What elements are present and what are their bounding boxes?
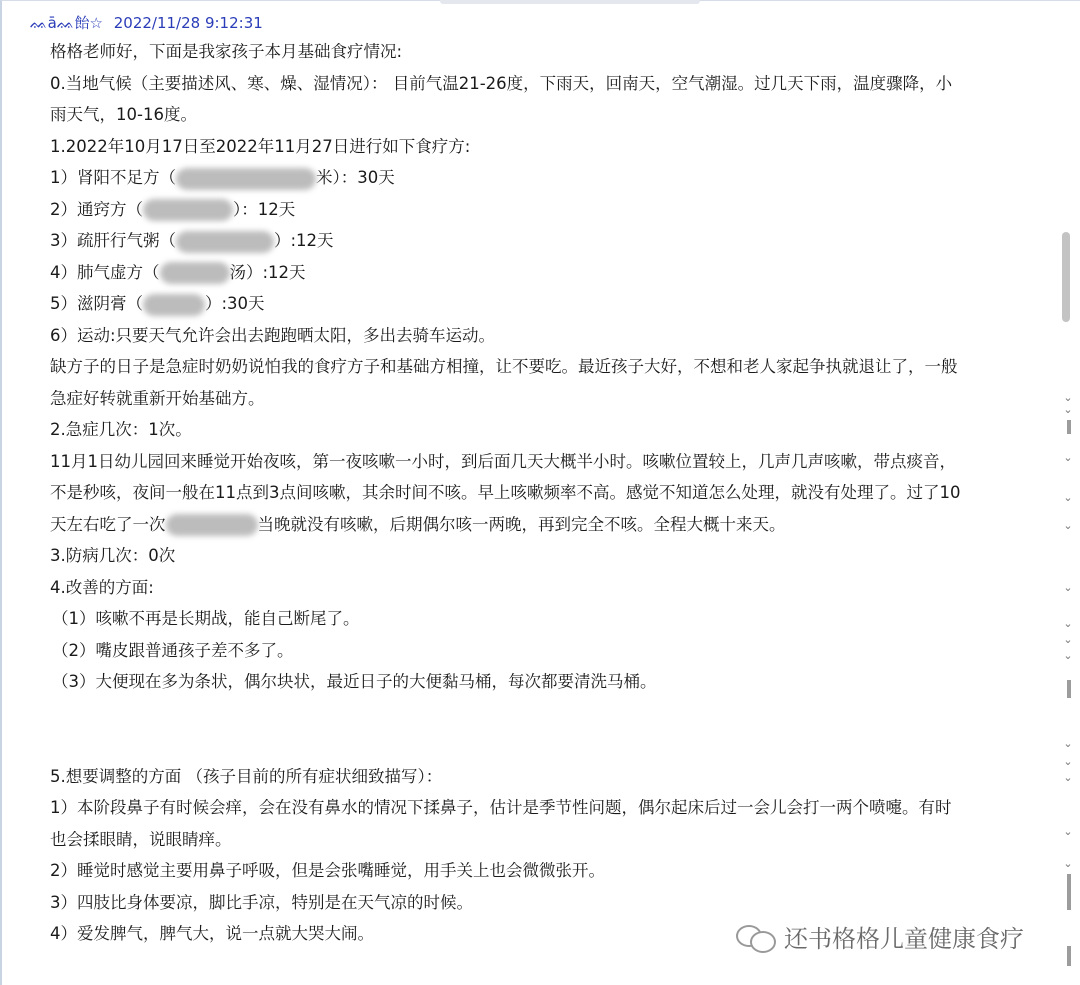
recipe-duration: ）:30天 [205, 294, 265, 313]
window-top-edge [440, 0, 700, 4]
acute-line: 11月1日幼儿园回来睡觉开始夜咳，第一夜咳嗽一小时，到后面几天大概半小时。咳嗽位置较上，几声几声咳嗽，带点痰音， [50, 451, 956, 471]
scroll-tick [1067, 946, 1071, 966]
exercise-line: 6）运动:只要天气允许会出去跑跑晒太阳，多出去骑车运动。 [50, 325, 496, 345]
acute-title: 2.急症几次：1次。 [50, 420, 192, 439]
scroll-marker-icon: ⌄ [1063, 825, 1073, 838]
adjust-item: 4）爱发脾气，脾气大，说一点就大哭大闹。 [50, 924, 374, 943]
scroll-marker-icon: ⌄ [1063, 633, 1073, 646]
recipe-item [50, 288, 1055, 320]
scroll-marker-icon: ⌄ [1063, 391, 1073, 404]
scroll-marker-icon: ⌄ [1063, 581, 1073, 594]
watermark [734, 918, 1024, 954]
recipe-duration: 汤）:12天 [229, 262, 306, 282]
missing-line: 缺方子的日子是急症时奶奶说怕我的食疗方子和基础方相撞，让不要吃。最近孩子大好，不想和老人家起争执就退让了，一般 [50, 357, 958, 376]
scroll-marker-icon: ⌄ [1063, 771, 1073, 784]
redacted-blur [176, 231, 274, 253]
period-line: 1.2022年10月17日至2022年11月27日进行如下食疗方: [50, 136, 471, 156]
blank-space [50, 698, 1055, 761]
adjust-title: 5.想要调整的方面 （孩子目前的所有症状细致描写）： [50, 766, 443, 786]
scroll-tick [1067, 874, 1071, 910]
recipe-label: 2）通窍方（ [50, 199, 143, 219]
scroll-tick [1067, 680, 1071, 698]
message-timestamp: 2022/11/28 9:12:31 [113, 14, 263, 32]
climate-line-cont: 雨天气，10-16度。 [50, 105, 197, 124]
message-body [50, 36, 1055, 950]
scroll-marker-icon: ⌄ [1063, 519, 1073, 532]
scroll-marker-icon: ⌄ [1063, 857, 1073, 870]
improve-title: 4.改善的方面: [50, 577, 154, 597]
improvement-item: （3）大便现在多为条状，偶尔块状，最近日子的大便黏马桶，每次都要清洗马桶。 [52, 672, 657, 691]
acute-line-end: 当晚就没有咳嗽，后期偶尔咳一两晚，再到完全不咳。全程大概十来天。 [257, 514, 786, 534]
acute-line: 不是秒咳，夜间一般在11点到3点间咳嗽，其余时间不咳。早上咳嗽频率不高。感觉不知道怎么处理，就没有处理了。过了10 [50, 483, 961, 502]
adjust-item: 2）睡觉时感觉主要用鼻子呼吸，但是会张嘴睡觉，用手关上也会微微张开。 [50, 861, 605, 880]
scroll-marker-icon: ⌄ [1063, 755, 1073, 768]
recipe-item [50, 194, 1055, 226]
improvement-item: （1）咳嗽不再是长期战，能自己断尾了。 [52, 609, 360, 628]
acute-line [50, 509, 1055, 541]
redacted-blur [143, 199, 233, 221]
recipe-item [50, 257, 1055, 289]
adjust-item-cont: 也会揉眼睛，说眼睛痒。 [50, 829, 232, 849]
recipe-item [50, 225, 1055, 257]
scroll-marker-icon: ⌄ [1063, 403, 1073, 416]
scroll-marker-icon: ⌄ [1063, 451, 1073, 464]
prevention-line: 3.防病几次：0次 [50, 546, 176, 565]
recipe-duration: 米）：30天 [316, 168, 395, 187]
sender-name[interactable]: ᨐāᨐ飴☆ [30, 14, 103, 32]
greeting-line: 格格老师好，下面是我家孩子本月基础食疗情况: [50, 42, 403, 61]
redacted-blur [176, 168, 316, 190]
wechat-icon [734, 921, 776, 951]
adjust-item: 1）本阶段鼻子有时候会痒，会在没有鼻水的情况下揉鼻子，估计是季节性问题，偶尔起床后过一会儿会打一两个喷嚏。有时 [50, 798, 952, 817]
redacted-blur [143, 294, 205, 316]
scroll-marker-icon: ⌄ [1063, 737, 1073, 750]
recipe-duration: ）：12天 [233, 199, 296, 219]
scroll-marker-icon: ⌄ [1063, 649, 1073, 662]
message-header [30, 12, 263, 34]
recipe-label: 1）肾阳不足方（ [50, 168, 176, 187]
climate-line: 0.当地气候（主要描述风、寒、燥、湿情况）： 目前气温21-26度，下雨天，回南天，空气潮湿。过几天下雨，温度骤降，小 [50, 73, 953, 93]
redacted-blur [160, 262, 230, 284]
recipe-duration: ）:12天 [274, 231, 334, 250]
adjust-item: 3）四肢比身体要凉，脚比手凉，特别是在天气凉的时候。 [50, 892, 473, 912]
recipe-label: 5）滋阴膏（ [50, 294, 143, 313]
watermark-text: 还书格格儿童健康食疗 [784, 924, 1024, 953]
missing-line-cont: 急症好转就重新开始基础方。 [50, 388, 265, 408]
improvement-item: （2）嘴皮跟普通孩子差不多了。 [52, 640, 294, 660]
acute-line-start: 天左右吃了一次 [50, 514, 166, 534]
recipe-label: 4）肺气虚方（ [50, 262, 160, 282]
scroll-tick [1067, 420, 1071, 434]
recipe-item [50, 162, 1055, 194]
redacted-blur [166, 514, 258, 536]
scrollbar-thumb[interactable] [1062, 232, 1070, 322]
scroll-marker-icon: ⌄ [1063, 617, 1073, 630]
scroll-marker-icon: ⌄ [1063, 491, 1073, 504]
recipe-label: 3）疏肝行气粥（ [50, 231, 176, 250]
